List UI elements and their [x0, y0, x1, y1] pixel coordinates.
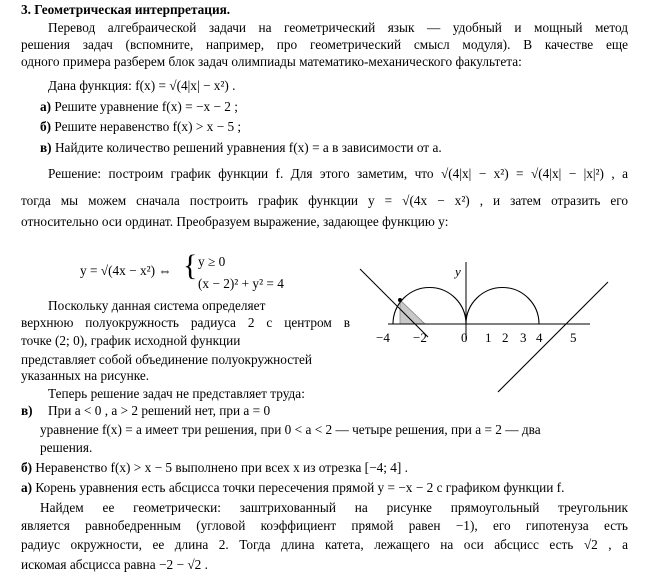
explanation-line: точке (2; 0), график исходной функции	[21, 333, 241, 348]
x-tick-label: −4	[376, 330, 390, 345]
intersection-point	[398, 298, 402, 302]
intro-line: Перевод алгебраической задачи на геометрический язык — удобный и мощный метод	[48, 20, 628, 35]
system-brace: {	[183, 249, 198, 282]
system-row: (x − 2)² + y² = 4	[198, 276, 284, 291]
answer-v-line: уравнение f(x) = a имеет три решения, при 0 < a < 2 — четыре решения, при a = 2 — два	[40, 422, 541, 437]
answer-v-line: При a < 0 , a > 2 решений нет, при a = 0	[48, 403, 271, 418]
task-label: б)	[40, 119, 52, 134]
answer-label: а)	[21, 480, 33, 495]
x-tick-label: 4	[536, 330, 543, 345]
answer-label: в)	[21, 403, 33, 418]
answer-v-line: решения.	[40, 440, 93, 455]
solution-line: Решение: построим график функции f. Для этого заметим, что √(4|x| − x²) = √(4|x| − |x|²) , а	[48, 166, 628, 181]
task-label: в)	[40, 140, 52, 155]
y-axis-label: y	[455, 264, 461, 279]
explanation-line: представляет собой объединение полуокружностей	[21, 352, 312, 367]
answer-a-line: Найдем ее геометрически: заштрихованный на рисунке прямоугольный треугольник	[40, 500, 628, 515]
section-heading: 3. Геометрическая интерпретация.	[21, 2, 231, 17]
intro-line: одного примера разберем блок задач олимпиады математико-механического факультета:	[21, 54, 522, 69]
answer-label: б)	[21, 460, 33, 475]
task-text: Решите уравнение f(x) = −x − 2 ;	[54, 99, 238, 114]
right-semicircle	[466, 287, 539, 324]
given-function: Дана функция: f(x) = √(4|x| − x²) .	[48, 78, 236, 93]
explanation-line: верхнюю полуокружность радиуса 2 с центром в	[21, 315, 350, 330]
answer-a-text: Корень уравнения есть абсцисса точки пересечения прямой y = −x − 2 с графиком функции f.	[35, 480, 565, 495]
answer-a-line: искомая абсцисса равна −2 − √2 .	[21, 557, 208, 572]
intro-line: решения задач (вспомните, например, про геометрический смысл модуля). В качестве еще	[21, 37, 628, 52]
task-label: а)	[40, 99, 52, 114]
answer-a-line: радиус окружности, ее длина 2. Тогда длина катета, лежащего на оси абсцисс есть √2 , а	[21, 537, 628, 552]
x-tick-label: 5	[570, 330, 577, 345]
x-tick-label: 2	[502, 330, 509, 345]
explanation-line: указанных на рисунке.	[21, 368, 150, 383]
answer-a-line: является равнобедренным (угловой коэффициент прямой равен −1), его гипотенуза есть	[21, 518, 628, 533]
solution-line: тогда мы можем сначала построить график функции y = √(4x − x²) , и затем отразить его	[21, 193, 628, 208]
task-text: Найдите количество решений уравнения f(x) = a в зависимости от a.	[54, 140, 442, 155]
x-tick-label: 3	[520, 330, 527, 345]
system-row: y ≥ 0	[198, 254, 226, 269]
system-lhs: y = √(4x − x²) ⇔	[80, 263, 172, 278]
line-y-x-minus-5	[498, 282, 608, 392]
x-tick-label: −2	[413, 330, 427, 345]
explanation-line: Поскольку данная система определяет	[48, 298, 266, 313]
answer-b-text: Неравенство f(x) > x − 5 выполнено при всех x из отрезка [−4; 4] .	[35, 460, 408, 475]
transition-line: Теперь решение задач не представляет труда:	[48, 386, 305, 401]
x-tick-label: 0	[461, 330, 468, 345]
x-tick-label: 1	[485, 330, 492, 345]
task-text: Решите неравенство f(x) > x − 5 ;	[54, 119, 242, 134]
solution-line: относительно оси ординат. Преобразуем выражение, задающее функцию y:	[21, 214, 449, 229]
line-y-neg-x-minus-2	[360, 269, 428, 337]
